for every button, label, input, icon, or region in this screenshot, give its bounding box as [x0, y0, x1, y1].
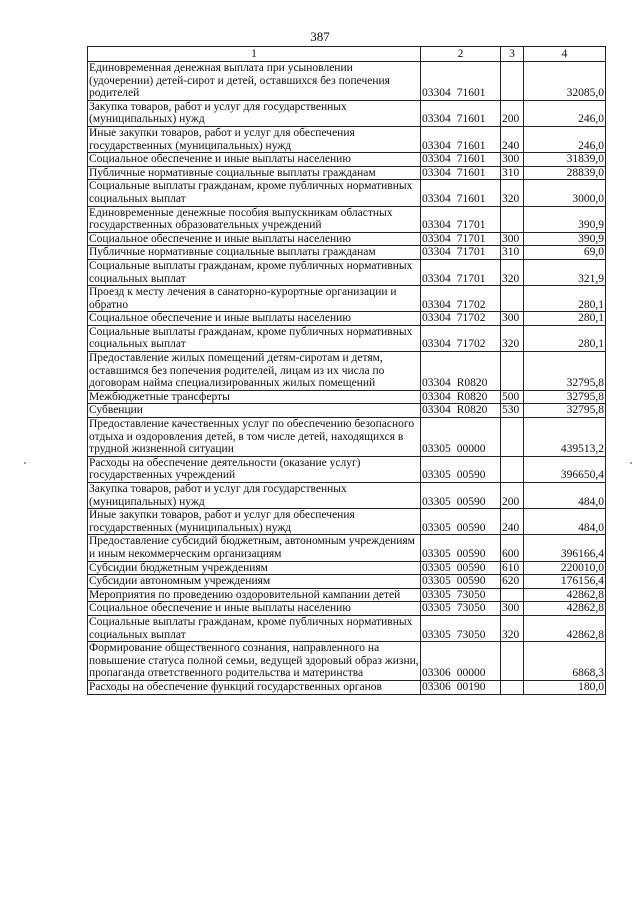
row-section-code: 03304: [422, 153, 451, 166]
row-expense-type: 300: [501, 312, 524, 326]
row-section-code: 03304: [422, 298, 451, 311]
row-amount: 439513,2: [524, 418, 606, 457]
row-section-code: 03304: [422, 232, 451, 245]
table-header-row: [88, 47, 606, 62]
table-row: [88, 575, 606, 589]
row-amount: 3000,0: [524, 180, 606, 206]
row-code: [421, 418, 501, 457]
row-target-code: R0820: [456, 390, 488, 403]
row-section-code: 03304: [422, 272, 451, 285]
row-amount: 31839,0: [524, 153, 606, 167]
table-row: [88, 390, 606, 404]
row-expense-type: 240: [501, 509, 524, 535]
row-target-code: 00590: [456, 495, 486, 508]
row-expense-type: 310: [501, 166, 524, 180]
row-expense-type: 620: [501, 575, 524, 589]
page-number: 387: [310, 29, 330, 44]
row-code: [421, 680, 501, 694]
row-name: Проезд к месту лечения в санаторно-курортные организации и обратно: [88, 286, 421, 312]
row-amount: 32795,8: [524, 404, 606, 418]
row-code: [421, 352, 501, 391]
row-name: Иные закупки товаров, работ и услуг для обеспечения государственных (муниципальных) нужд: [88, 126, 421, 152]
table-row: [88, 642, 606, 681]
row-section-code: 03305: [422, 602, 451, 615]
row-target-code: 73050: [456, 602, 486, 615]
row-amount: 6868,3: [524, 642, 606, 681]
row-name: Социальное обеспечение и иные выплаты населению: [88, 153, 421, 167]
row-target-code: 71701: [456, 272, 486, 285]
column-header-code: 2: [421, 47, 501, 62]
row-section-code: 03304: [422, 404, 451, 417]
row-amount: 176156,4: [524, 575, 606, 589]
table-row: [88, 62, 606, 101]
row-expense-type: [501, 62, 524, 101]
row-section-code: 03305: [422, 547, 451, 560]
row-name: Социальные выплаты гражданам, кроме публичных нормативных социальных выплат: [88, 615, 421, 641]
row-target-code: 00590: [456, 521, 486, 534]
table-row: [88, 352, 606, 391]
table-row: [88, 535, 606, 561]
row-code: [421, 312, 501, 326]
row-amount: 28839,0: [524, 166, 606, 180]
row-section-code: 03305: [422, 495, 451, 508]
row-code: [421, 62, 501, 101]
row-section-code: 03304: [422, 377, 451, 390]
table-row: [88, 312, 606, 326]
row-target-code: 71601: [456, 192, 486, 205]
row-section-code: 03304: [422, 338, 451, 351]
column-header-expense-type: 3: [501, 47, 524, 62]
row-section-code: 03306: [422, 667, 451, 680]
row-expense-type: [501, 456, 524, 482]
row-section-code: 03305: [422, 628, 451, 641]
row-code: [421, 286, 501, 312]
row-target-code: 71601: [456, 153, 486, 166]
row-code: [421, 153, 501, 167]
table-row: [88, 418, 606, 457]
row-name: Предоставление жилых помещений детям-сиротам и детям, оставшимся без попечения родителей, лицам из их числа по договорам найма специализированных жилых помещений: [88, 352, 421, 391]
table-row: [88, 180, 606, 206]
row-target-code: R0820: [456, 404, 488, 417]
row-target-code: 00590: [456, 561, 486, 574]
row-code: [421, 206, 501, 232]
row-target-code: R0820: [456, 377, 488, 390]
row-expense-type: 240: [501, 126, 524, 152]
column-header-amount: 4: [524, 47, 606, 62]
row-expense-type: 300: [501, 153, 524, 167]
row-target-code: 71601: [456, 87, 486, 100]
row-section-code: 03305: [422, 561, 451, 574]
row-section-code: 03304: [422, 139, 451, 152]
table-row: [88, 561, 606, 575]
row-name: Субсидии автономным учреждениям: [88, 575, 421, 589]
row-code: [421, 561, 501, 575]
row-amount: 280,1: [524, 325, 606, 351]
row-expense-type: [501, 588, 524, 602]
row-name: Мероприятия по проведению оздоровительной кампании детей: [88, 588, 421, 602]
table-row: [88, 100, 606, 126]
row-amount: 42862,8: [524, 615, 606, 641]
row-name: Формирование общественного сознания, направленного на повышение статуса полной семьи, ведущей здоровый образ жизни, пропаганда ответственного родительства и материнства: [89, 642, 419, 680]
table-row: [88, 153, 606, 167]
row-target-code: 71702: [456, 338, 486, 351]
row-name: Иные закупки товаров, работ и услуг для обеспечения государственных (муниципальных) нужд: [88, 509, 421, 535]
table-row: [88, 259, 606, 285]
row-section-code: 03305: [422, 575, 451, 588]
row-code: [421, 615, 501, 641]
row-name: Единовременная денежная выплата при усыновлении (удочерении) детей-сирот и детей, оставшихся без попечения родителей: [88, 62, 421, 101]
row-name: Социальные выплаты гражданам, кроме публичных нормативных социальных выплат: [88, 325, 421, 351]
table-row: [88, 588, 606, 602]
row-amount: 69,0: [524, 246, 606, 260]
row-section-code: 03304: [422, 390, 451, 403]
table-row: [88, 509, 606, 535]
scan-speck: [630, 462, 632, 464]
table-row: [88, 232, 606, 246]
row-section-code: 03305: [422, 443, 451, 456]
row-name: Публичные нормативные социальные выплаты гражданам: [88, 246, 421, 260]
row-amount: 42862,8: [524, 602, 606, 616]
row-code: [421, 602, 501, 616]
row-amount: 390,9: [524, 232, 606, 246]
row-code: [421, 325, 501, 351]
row-section-code: 03305: [422, 469, 451, 482]
row-expense-type: 200: [501, 483, 524, 509]
row-amount: 32085,0: [524, 62, 606, 101]
row-expense-type: 300: [501, 232, 524, 246]
row-expense-type: 500: [501, 390, 524, 404]
row-expense-type: 200: [501, 100, 524, 126]
row-code: [421, 535, 501, 561]
row-expense-type: [501, 418, 524, 457]
row-code: [421, 456, 501, 482]
row-code: [421, 575, 501, 589]
table-row: [88, 456, 606, 482]
row-target-code: 71701: [456, 246, 486, 259]
row-name: Закупка товаров, работ и услуг для государственных (муниципальных) нужд: [88, 100, 421, 126]
row-expense-type: [501, 352, 524, 391]
row-section-code: 03305: [422, 588, 451, 601]
row-amount: 220010,0: [524, 561, 606, 575]
row-expense-type: [501, 206, 524, 232]
row-amount: 280,1: [524, 312, 606, 326]
row-target-code: 71601: [456, 113, 486, 126]
row-expense-type: 530: [501, 404, 524, 418]
row-amount: 32795,8: [524, 390, 606, 404]
row-name: Социальное обеспечение и иные выплаты населению: [88, 602, 421, 616]
row-name: Социальные выплаты гражданам, кроме публичных нормативных социальных выплат: [88, 180, 421, 206]
row-target-code: 71601: [456, 139, 486, 152]
row-code: [421, 404, 501, 418]
row-target-code: 71701: [456, 219, 486, 232]
scan-speck: [24, 462, 26, 464]
row-name: Предоставление качественных услуг по обеспечению безопасного отдыха и оздоровления детей, в том числе детей, находящихся в трудной жизненной ситуации: [88, 418, 421, 457]
column-header-name: 1: [88, 47, 421, 62]
row-code: [421, 483, 501, 509]
row-section-code: 03304: [422, 166, 451, 179]
row-target-code: 00590: [456, 547, 486, 560]
row-section-code: 03306: [422, 680, 451, 693]
row-amount: 390,9: [524, 206, 606, 232]
table-row: [88, 246, 606, 260]
row-target-code: 73050: [456, 628, 486, 641]
row-amount: 396650,4: [524, 456, 606, 482]
row-amount: 246,0: [524, 126, 606, 152]
row-name: Социальное обеспечение и иные выплаты населению: [88, 312, 421, 326]
row-name: Субсидии бюджетным учреждениям: [88, 561, 421, 575]
table-row: [88, 602, 606, 616]
row-name: Расходы на обеспечение деятельности (оказание услуг) государственных учреждений: [88, 456, 421, 482]
row-target-code: 71702: [456, 312, 486, 325]
row-section-code: 03304: [422, 87, 451, 100]
row-target-code: 71701: [456, 232, 486, 245]
row-amount: 321,9: [524, 259, 606, 285]
row-name: Социальные выплаты гражданам, кроме публичных нормативных социальных выплат: [88, 259, 421, 285]
row-code: [421, 100, 501, 126]
row-name: Социальное обеспечение и иные выплаты населению: [88, 232, 421, 246]
row-code: [421, 166, 501, 180]
row-section-code: 03304: [422, 113, 451, 126]
table-row: [88, 325, 606, 351]
row-code: [421, 509, 501, 535]
row-expense-type: 310: [501, 246, 524, 260]
row-target-code: 00190: [456, 680, 486, 693]
row-section-code: 03305: [422, 521, 451, 534]
row-amount: 396166,4: [524, 535, 606, 561]
row-amount: 484,0: [524, 509, 606, 535]
row-amount: 42862,8: [524, 588, 606, 602]
row-name: Предоставление субсидий бюджетным, автономным учреждениям и иным некоммерческим организациям: [88, 535, 421, 561]
budget-table: [87, 46, 606, 695]
table-row: [88, 483, 606, 509]
row-code: [421, 642, 501, 681]
table-row: [88, 680, 606, 694]
row-section-code: 03304: [422, 192, 451, 205]
row-amount: 484,0: [524, 483, 606, 509]
row-target-code: 71702: [456, 298, 486, 311]
row-target-code: 73050: [456, 588, 486, 601]
row-expense-type: 600: [501, 535, 524, 561]
row-target-code: 00000: [456, 667, 486, 680]
row-code: [421, 246, 501, 260]
row-expense-type: 300: [501, 602, 524, 616]
row-expense-type: 320: [501, 615, 524, 641]
row-target-code: 00000: [456, 443, 486, 456]
row-section-code: 03304: [422, 312, 451, 325]
table-row: [88, 615, 606, 641]
row-code: [421, 232, 501, 246]
row-name: Расходы на обеспечение функций государственных органов: [88, 680, 421, 694]
row-name: Закупка товаров, работ и услуг для государственных (муниципальных) нужд: [88, 483, 421, 509]
row-amount: 180,0: [524, 680, 606, 694]
row-expense-type: [501, 642, 524, 681]
row-expense-type: [501, 680, 524, 694]
table-row: [88, 126, 606, 152]
row-expense-type: 320: [501, 180, 524, 206]
row-amount: 246,0: [524, 100, 606, 126]
row-expense-type: 320: [501, 325, 524, 351]
row-expense-type: 610: [501, 561, 524, 575]
row-code: [421, 126, 501, 152]
row-amount: 32795,8: [524, 352, 606, 391]
table-row: [88, 206, 606, 232]
row-target-code: 00590: [456, 469, 486, 482]
row-amount: 280,1: [524, 286, 606, 312]
table-row: [88, 404, 606, 418]
row-name: Межбюджетные трансферты: [88, 390, 421, 404]
row-section-code: 03304: [422, 219, 451, 232]
row-expense-type: [501, 286, 524, 312]
table-row: [88, 286, 606, 312]
row-target-code: 00590: [456, 575, 486, 588]
row-expense-type: 320: [501, 259, 524, 285]
row-code: [421, 588, 501, 602]
row-name: Субвенции: [88, 404, 421, 418]
row-name: Публичные нормативные социальные выплаты гражданам: [88, 166, 421, 180]
table-row: [88, 166, 606, 180]
row-code: [421, 259, 501, 285]
row-code: [421, 390, 501, 404]
row-section-code: 03304: [422, 246, 451, 259]
row-name: Единовременные денежные пособия выпускникам областных государственных образовательных учреждений: [88, 206, 421, 232]
row-target-code: 71601: [456, 166, 486, 179]
row-code: [421, 180, 501, 206]
